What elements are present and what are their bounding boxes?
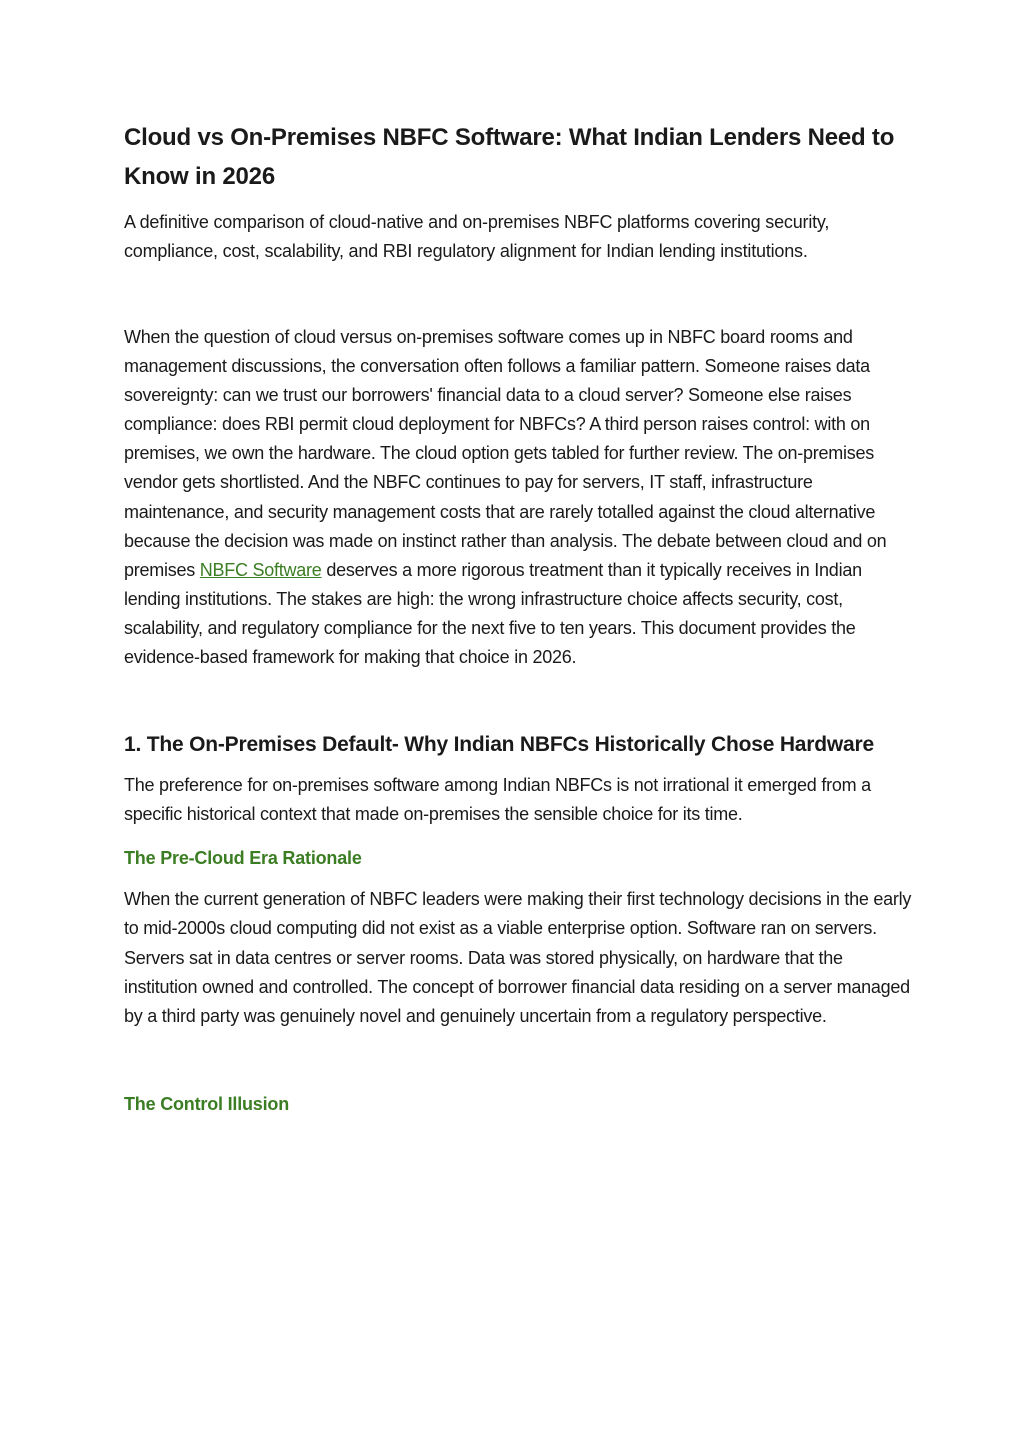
- intro-paragraph: [124, 323, 914, 672]
- intro-text-before-link: When the question of cloud versus on-premises software comes up in NBFC board rooms and management discussions, the conversation often follows a familiar pattern. Someone raises data sovereignty: can we trust our borrowers' financial data to a cloud server? Someone else raises compliance: does RBI permit cloud deployment for NBFCs? A third person raises control: with on premises, we own the hardware. The cloud option gets tabled for further review. The on-premises vendor gets shortlisted. And the NBFC continues to pay for servers, IT staff, infrastructure maintenance, and security management costs that are rarely totalled against the cloud alternative because the decision was made on instinct rather than analysis. The debate between cloud and on premises: [124, 327, 887, 580]
- document-subtitle: A definitive comparison of cloud-native and on-premises NBFC platforms covering security, compliance, cost, scalability, and RBI regulatory alignment for Indian lending institutions.: [124, 212, 830, 261]
- document-page: [124, 118, 914, 1131]
- pre-cloud-era-heading: The Pre-Cloud Era Rationale: [124, 848, 362, 869]
- nbfc-software-link[interactable]: NBFC Software: [199, 559, 322, 580]
- pre-cloud-era-paragraph: When the current generation of NBFC leaders were making their first technology decisions in the early to mid-2000s cloud computing did not exist as a viable enterprise option. Software ran on servers. Servers sat in data centres or server rooms. Data was stored physically, on hardware that the institution owned and controlled. The concept of borrower financial data residing on a server managed by a third party was genuinely novel and genuinely uncertain from a regulatory perspective.: [124, 889, 912, 1026]
- intro-text-after-link: deserves a more rigorous treatment than it typically receives in Indian lending institutions. The stakes are high: the wrong infrastructure choice affects security, cost, scalability, and regulatory compliance for the next five to ten years. This document provides the evidence-based framework for making that choice in 2026.: [124, 559, 862, 668]
- control-illusion-heading: The Control Illusion: [124, 1093, 289, 1114]
- section-1-paragraph: The preference for on-premises software among Indian NBFCs is not irrational it emerged from a specific historical context that made on-premises the sensible choice for its time.: [124, 775, 871, 825]
- document-title: Cloud vs On-Premises NBFC Software: What Indian Lenders Need to Know in 2026: [124, 124, 895, 190]
- section-1-heading: 1. The On-Premises Default- Why Indian NBFCs Historically Chose Hardware: [124, 733, 874, 757]
